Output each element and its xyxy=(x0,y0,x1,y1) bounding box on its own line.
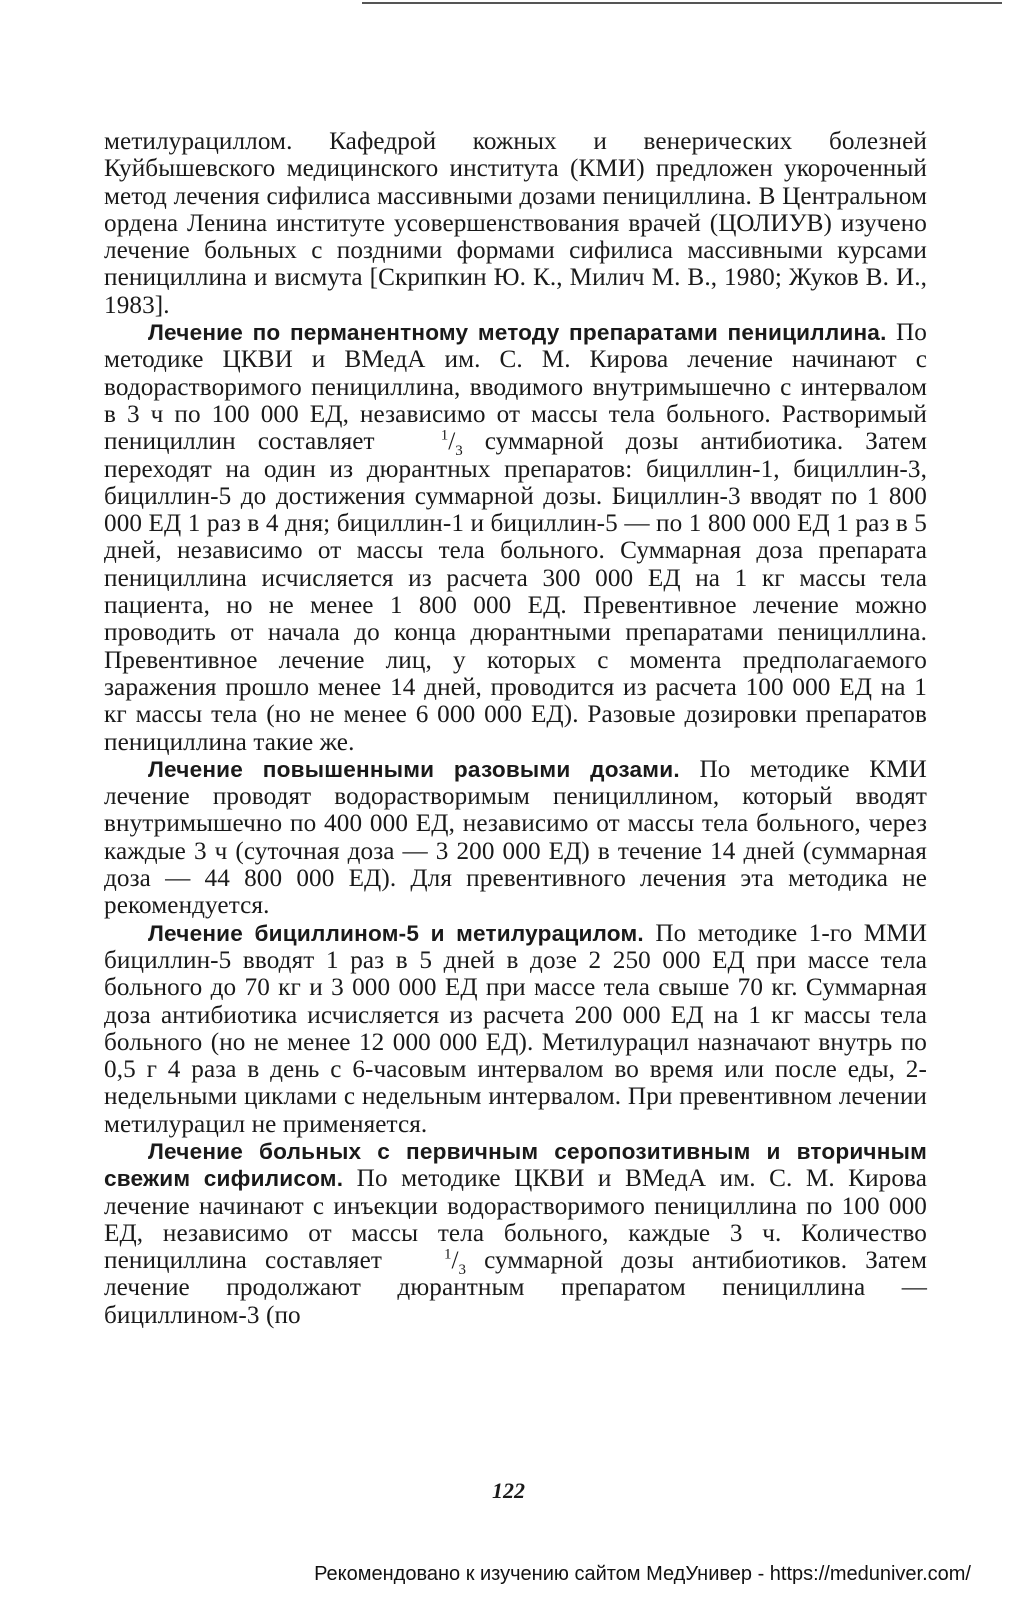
fraction-denominator: 3 xyxy=(455,443,463,460)
paragraph-5-text-after: суммарной дозы антибиотиков. Затем лечение продолжают дюрантным препаратом пенициллина — бициллином-3 (по xyxy=(104,1247,927,1329)
fraction-denominator: 3 xyxy=(458,1262,467,1279)
fraction-numerator: 1 xyxy=(444,1246,452,1263)
fraction-numerator: 1 xyxy=(440,427,449,444)
paragraph-4-text: По методике 1-го ММИ бициллин-5 вводят 1 раз в 5 дней в дозе 2 250 000 ЕД при массе тела больного до 70 кг и 3 000 000 ЕД при массе тела свыше 70 кг. Суммарная доза антибиотика исчисляется из расчета 200 000 ЕД на 1 кг массы тела больного (но не менее 12 000 000 ЕД). Метилурацил назначают внутрь по 0,5 г 4 раза в день с 6-часовым интервалом во время или после еды, 2-недельными циклами с недельным интервалом. При превентивном лечении метилурацил не применяется. xyxy=(104,919,927,1138)
paragraph-3 xyxy=(104,756,927,920)
paragraph-4 xyxy=(104,920,927,1138)
page-body xyxy=(104,128,927,1329)
section-heading-bicillin-5-methyluracil: Лечение бициллином-5 и метилурацилом. xyxy=(148,920,644,946)
paragraph-1 xyxy=(104,128,927,319)
top-edge-rule xyxy=(362,2,1002,4)
paragraph-5 xyxy=(104,1138,927,1329)
paragraph-1-text: метилурациллом. Кафедрой кожных и венерических болезней Куйбышевского медицинского института (КМИ) предложен укороченный метод лечения сифилиса массивными дозами пенициллина. В Центральном ордена Ленина институте усовершенствования врачей (ЦОЛИУВ) изучено лечение больных с поздними формами сифилиса массивными курсами пенициллина и висмута [Скрипкин Ю. К., Милич М. В., 1980; Жуков В. И., 1983]. xyxy=(104,128,927,319)
paragraph-2 xyxy=(104,319,927,756)
paragraph-2-text-after: суммарной дозы антибиотика. Затем переходят на один из дюрантных препаратов: бициллин-1, бициллин-3, бициллин-5 до достижения суммарной дозы. Бициллин-3 вводят по 1 800 000 ЕД 1 раз в 4 дня; бициллин-1 и бициллин-5 — по 1 800 000 ЕД 1 раз в 5 дней, независимо от массы тела больного. Суммарная доза препарата пенициллина исчисляется из расчета 300 000 ЕД на 1 кг массы тела пациента, но не менее 1 800 000 ЕД. Превентивное лечение можно проводить от начала до конца дюрантными препаратами пенициллина. Превентивное лечение лиц, у которых с момента предполагаемого заражения прошло менее 14 дней, проводится из расчета 100 000 ЕД на 1 кг массы тела (но не менее 6 000 000 ЕД). Разовые дозировки препаратов пенициллина такие же. xyxy=(104,428,928,756)
footer-recommendation-note: Рекомендовано к изучению сайтом МедУнивер - https://meduniver.com/ xyxy=(314,1563,971,1585)
section-heading-increased-doses: Лечение повышенными разовыми дозами. xyxy=(148,756,680,782)
page-number: 122 xyxy=(492,1478,525,1503)
paragraph-3-text: По методике КМИ лечение проводят водорастворимым пенициллином, который вводят внутримышечно по 400 000 ЕД, независимо от массы тела больного, через каждые 3 ч (суточная доза — 3 200 000 ЕД) в течение 14 дней (суммарная доза — 44 800 000 ЕД). Для превентивного лечения эта методика не рекомендуется. xyxy=(104,755,927,920)
fraction-one-third: $^1/_3$ xyxy=(440,427,463,460)
fraction-one-third: $^1/_3$ xyxy=(444,1246,467,1279)
paragraph-5-text-before: По методике ЦКВИ и ВМедА им. С. М. Кирова лечение начинают с инъекции водорастворимого пенициллина по 100 000 ЕД, независимо от массы тела больного, каждые 3 ч. Количество пенициллина составляет xyxy=(104,1165,927,1275)
paragraph-2-text-before: По методике ЦКВИ и ВМедА им. С. М. Кирова лечение начинают с водорастворимого пенициллина, вводимого внутримышечно с интервалом в 3 ч по 100 000 ЕД, независимо от массы тела больного. Растворимый пенициллин составляет xyxy=(104,319,927,456)
section-heading-permanent-method: Лечение по перманентному методу препаратами пенициллина. xyxy=(148,320,887,346)
section-heading-primary-secondary-syphilis: Лечение больных с первичным серопозитивным и вторичным свежим сифилисом. xyxy=(104,1138,927,1192)
